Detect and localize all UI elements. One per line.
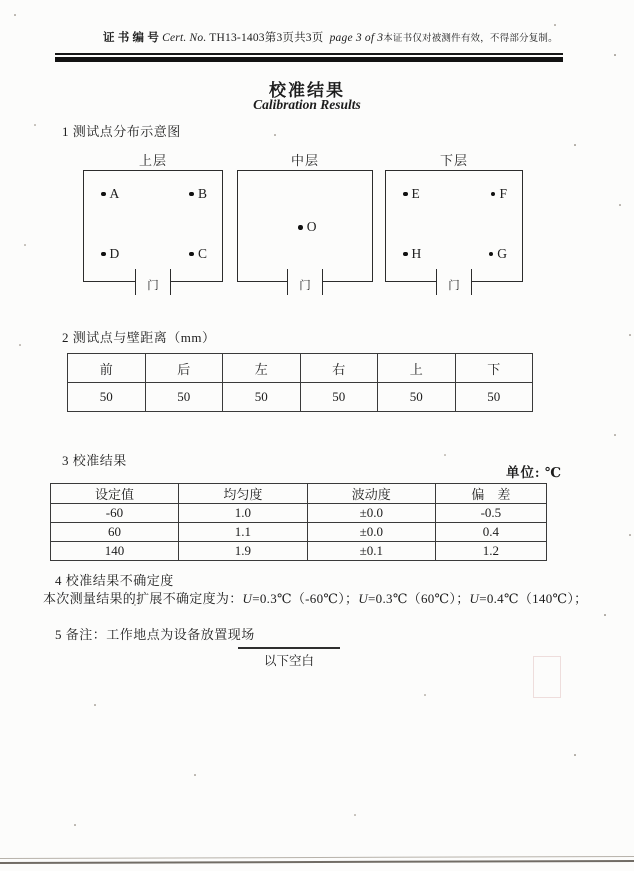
header-rule (55, 53, 563, 62)
header-rule-thick (55, 57, 563, 62)
layer-box-middle (237, 170, 373, 293)
header-rule-thin (55, 53, 563, 55)
value-cell: 1.0 (178, 504, 307, 523)
layer-box-lower (385, 170, 523, 293)
value-cell: ±0.0 (307, 504, 435, 523)
value-cell: 50 (378, 383, 456, 412)
point-label: O (306, 219, 317, 235)
section2-heading: 2 测试点与壁距离（mm） (62, 330, 216, 345)
test-point (403, 186, 420, 202)
diagram-layer-middle (237, 150, 373, 293)
door-label: 门 (448, 280, 460, 293)
value-cell: -60 (51, 504, 179, 523)
stamp-ghost-artifact (533, 656, 561, 698)
test-point (403, 246, 421, 262)
point-label: B (197, 186, 207, 201)
diagram-layer-upper (83, 150, 223, 293)
scan-noise (14, 14, 16, 16)
section5-heading: 5 备注：工作地点为设备放置现场 (55, 627, 255, 642)
value-cell: 1.2 (435, 542, 546, 561)
test-point (298, 219, 316, 235)
table-row (51, 504, 547, 523)
page-title-cn: 校准结果 (269, 81, 345, 100)
cert-no-label-cn: 证 书 编 号 (103, 32, 160, 44)
point-dot-icon (403, 192, 408, 197)
section4-heading: 4 校准结果不确定度 (55, 573, 174, 588)
cert-no-label-en: Cert. No. (162, 32, 207, 44)
unit-label: 单位: ℃ (505, 465, 562, 480)
header-cell: 设定值 (51, 484, 179, 504)
value-cell: ±0.1 (307, 542, 435, 561)
door-symbol (135, 269, 171, 295)
section1-heading: 1 测试点分布示意图 (62, 124, 181, 139)
validity-notice: 本证书仅对被测件有效，不得部分复制。 (383, 34, 558, 44)
value-cell: 50 (145, 383, 223, 412)
point-dot-icon (491, 192, 496, 197)
layer-label-lower: 下层 (439, 153, 468, 168)
uncertainty-statement (43, 588, 614, 607)
uncertainty-value: =0.4℃（140℃）； (479, 591, 588, 606)
point-dot-icon (189, 192, 194, 197)
uncertainty-symbol: U (358, 591, 369, 606)
layer-label-upper: 上层 (138, 153, 167, 168)
diagram-layer-lower (385, 150, 523, 293)
door-label: 门 (147, 280, 159, 293)
point-dot-icon (189, 252, 194, 257)
point-label: F (499, 186, 507, 201)
point-label: D (109, 246, 120, 261)
test-point (101, 186, 119, 202)
test-point (101, 246, 119, 262)
uncertainty-symbol: U (469, 591, 480, 606)
point-dot-icon (101, 192, 106, 197)
header-cell: 均匀度 (178, 484, 307, 504)
point-dot-icon (298, 225, 303, 230)
test-point (491, 186, 507, 202)
value-cell: 140 (51, 542, 179, 561)
value-cell: 1.1 (178, 523, 307, 542)
wall-distance-table (67, 353, 533, 412)
point-label: H (411, 246, 422, 261)
value-cell: 50 (300, 383, 378, 412)
value-cell: 0.4 (435, 523, 546, 542)
test-point-diagram (55, 150, 557, 300)
layer-label-middle: 中层 (290, 153, 319, 168)
test-point (489, 246, 507, 262)
header-cell: 下 (455, 354, 533, 383)
door-symbol (436, 269, 472, 295)
value-cell: 50 (455, 383, 533, 412)
point-label: G (497, 246, 507, 261)
value-cell: 50 (68, 383, 146, 412)
scan-edge-line (0, 860, 634, 864)
point-dot-icon (489, 252, 494, 257)
layer-box-upper (83, 170, 223, 293)
point-label: A (109, 186, 120, 201)
table-header-row (68, 354, 533, 383)
door-symbol (287, 269, 323, 295)
table-row (51, 523, 547, 542)
value-cell: 60 (51, 523, 179, 542)
page-header (103, 29, 624, 45)
value-cell: -0.5 (435, 504, 546, 523)
test-point (189, 246, 207, 262)
scan-edge-line (0, 856, 634, 859)
calibration-results-table (50, 483, 547, 561)
section3-heading: 3 校准结果 (62, 453, 127, 468)
blank-below-note: 以下空白 (263, 654, 314, 668)
uncertainty-value: =0.3℃（-60℃）； (252, 591, 359, 606)
table-row (51, 542, 547, 561)
header-cell: 波动度 (307, 484, 435, 504)
door-label: 门 (299, 280, 311, 293)
header-cell: 后 (145, 354, 223, 383)
value-cell: 1.9 (178, 542, 307, 561)
test-point (189, 186, 207, 202)
uncertainty-symbol: U (242, 591, 253, 606)
header-cell: 右 (300, 354, 378, 383)
point-dot-icon (101, 252, 106, 257)
uncertainty-value: =0.3℃（60℃）； (368, 591, 470, 606)
table-row (68, 383, 533, 412)
header-cell: 前 (68, 354, 146, 383)
point-dot-icon (403, 252, 408, 257)
uncertainty-prefix: 本次测量结果的扩展不确定度为： (43, 591, 243, 606)
point-label: C (197, 246, 207, 261)
header-cell: 左 (223, 354, 301, 383)
header-cell: 偏 差 (435, 484, 546, 504)
value-cell: 50 (223, 383, 301, 412)
page-number-en: page 3 of 3 (329, 32, 384, 44)
point-label: E (411, 186, 420, 201)
page-title-en: Calibration Results (253, 97, 361, 112)
blank-below-rule (238, 647, 340, 649)
value-cell: ±0.0 (307, 523, 435, 542)
header-cell: 上 (378, 354, 456, 383)
table-header-row (51, 484, 547, 504)
cert-no-and-page: TH13-1403第3页共3页 (209, 32, 324, 44)
